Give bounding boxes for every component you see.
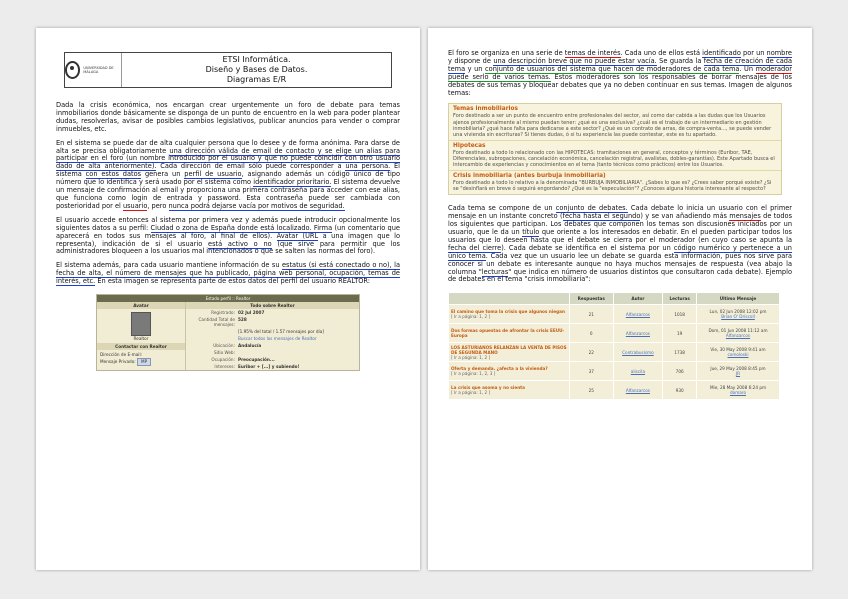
author-link[interactable]: Contrabusismo (622, 349, 654, 355)
column-header: Último Mensaje (697, 293, 780, 305)
replies-count: 22 (570, 343, 614, 362)
field-value: Andalucía (238, 343, 262, 349)
text: ) y se van añadiendo más (640, 212, 730, 221)
profile-header: Estado perfil :: Realtor (97, 295, 359, 302)
debate-title[interactable]: LOS ASTURIANOS RELANZAN LA VENTA DE PISOS DE SEGUNDA MANO (451, 344, 567, 355)
topic-item (449, 171, 781, 194)
document-page-left (36, 28, 420, 570)
column-header: Lecturas (663, 293, 697, 305)
text: . Un (739, 64, 756, 73)
page-links[interactable]: [ Ir a página: 1, 2 ] (451, 354, 491, 360)
reads-count: 706 (663, 362, 697, 381)
email-label: Dirección de E-mail: (100, 352, 143, 358)
reads-count: 1738 (663, 343, 697, 362)
text: (que sirve para permitir que los administradores bloqueen a los usuarios mal intencionados o que se salten las normas del foro). (56, 239, 400, 256)
search-posts-link[interactable]: Buscar todos los mensajes de Realtor (238, 336, 317, 342)
reads-count: 19 (663, 324, 697, 343)
text: , asignando además un código único de tipo número que lo identifica y será usado por el sistema como (56, 170, 401, 187)
page-links[interactable]: [ Ir a página: 1, 2 ] (451, 390, 491, 396)
underlined-text: mensajes (729, 212, 761, 221)
column-header: Autor (613, 293, 663, 305)
topic-title[interactable]: Temas inmobiliarios (453, 106, 518, 113)
paragraph-optional-data (56, 217, 400, 257)
underlined-text: Ciudad o zona de España donde está localizado. Firma (150, 223, 333, 232)
title-line-3: Diagramas E/R (226, 75, 287, 84)
underlined-text: usuario (122, 201, 148, 210)
column-header: Respuestas (570, 293, 614, 305)
field-value: Preocupación... (238, 357, 275, 363)
underlined-text: conjunto de debates. (555, 204, 628, 213)
underlined-text: puede serlo de varios temas. (448, 72, 551, 81)
text: El sistema (56, 162, 400, 179)
text: Estos moderadores son los responsables de borrar mensajes de los debates de sus temas y bloquear debates que ya no deben continuar en sus temas. Imagen de algunos temas: (448, 72, 792, 97)
last-message-author[interactable]: Brian O' Driscoll (721, 314, 755, 320)
page-header (64, 52, 392, 88)
underlined-text: conjunto de usuarios del sistema que hacen de moderadores de cada tema (485, 64, 740, 73)
field-label: Ubicación: (213, 343, 235, 349)
reads-count: 1018 (663, 305, 697, 324)
underlined-text: identificador prioritario. (253, 178, 332, 187)
replies-count: 21 (570, 305, 614, 324)
title-line-1: ETSI Informática. (222, 55, 291, 64)
author-link[interactable]: Alfanzarcos (625, 311, 650, 317)
last-message-author[interactable]: JR (735, 371, 741, 377)
underlined-text: estatus (281, 261, 307, 270)
last-message-author[interactable]: Alfanzarcos (725, 333, 751, 339)
underlined-text: código numérico y pertenece a un único tema (448, 243, 792, 260)
last-message-date: Dom, 01 Jun 2008 11:12 am (708, 328, 768, 334)
underlined-text: fecha de creación de cada tema (448, 56, 793, 73)
reads-count: 930 (663, 381, 697, 400)
last-message-date: Jue, 29 May 2008 8:45 pm (710, 366, 766, 372)
field-label: Registrado: (211, 310, 235, 316)
underlined-text: perfil de usuario (184, 170, 242, 179)
topics-screenshot (448, 103, 782, 195)
text: El usuario accede entonces al sistema por primera vez y además puede introducir opcionalmente los siguientes datos a su perfil: (56, 215, 400, 232)
author-link[interactable]: aliscila (630, 368, 646, 374)
underlined-text: fecha del cierre (448, 243, 502, 252)
text: y dispone de (448, 56, 494, 65)
paragraph-intro: Dada la crisis económica, nos encargan crear urgentemente un foro de debate para temas inmobiliarios donde básicamente se disponga de un punto de encuentro en la web para poder plantear dudas, resolverlas, avisar de posibles cambios legislativos, publicar anuncios para vender o comprar inmuebles, etc. (56, 101, 400, 133)
underlined-text: nombre (766, 49, 792, 57)
text: . Cada uno de ellos está (620, 49, 703, 57)
debate-title[interactable]: La crisis que asoma y no sienta (451, 385, 526, 391)
debates-table (448, 292, 780, 400)
private-message-button[interactable]: MP (137, 358, 151, 366)
underlined-text: está activo o no (208, 239, 272, 248)
text: . Cada vez que un usuario lee un debate se guarda esta información, pues nos sirve para conocer si un debate es interesante aunque no haya muchos mensajes de respuesta (vea abajo la columna " (448, 251, 792, 276)
paragraph-debates (448, 205, 792, 284)
realtor-profile-screenshot (96, 294, 360, 371)
text: El sistema devuelve un mensaje de confirmación al email y proporciona una primera contraseña para acceder con ese alias, que funciona como login de entrada y password. Esta contraseña puede ser cambiada con posterioridad por el (56, 178, 400, 210)
underlined-text: lecturas (481, 267, 509, 276)
field-label: Ocupación: (211, 357, 235, 363)
university-logo (65, 53, 122, 87)
field-label: Intereses: (214, 364, 235, 370)
replies-count: 37 (570, 362, 614, 381)
last-message-author[interactable]: domaro (729, 390, 747, 396)
table-row (449, 381, 780, 400)
topic-description: Foro destinado a ser un punto de encuentro entre profesionales del sector, así como dar cabida a las dudas que los Usuarios ajenos profesionalmente al mismo puedan tener: ¿qué es una exclusiva? ¿cuál es el trabajo de un intermediario en gestión inmobiliaria? ¿qué hace falta para dedicarse a este sector? ¿Qué es un contrato de arras, de compra-venta..., se puede vender una vivienda sin escrituras? Si tienes dudas, ó si tu experiencia las puede contestar, este es tu apartado. (453, 113, 772, 138)
topic-item (449, 141, 781, 171)
field-label: Sitio Web: (213, 350, 235, 356)
underlined-text: título (522, 228, 540, 236)
text: a una imagen que lo representa), indicación de si el usuario (56, 231, 400, 248)
pm-label: Mensaje Privado: (100, 359, 136, 365)
underlined-text: nunca podrá dejarse vacía por motivos de seguridad. (168, 201, 345, 210)
table-row (449, 324, 780, 343)
underlined-text: identificado (702, 49, 741, 57)
contact-heading: Contactar con Realtor (97, 343, 185, 350)
text: Cada tema se compone de un (448, 204, 556, 213)
debate-title[interactable]: Oferta y demanda. ¿afecta a la vivienda? (451, 366, 548, 372)
field-value: [1.95% del total / 1.57 mensajes por día] (238, 329, 324, 335)
underlined-text: con estos datos (85, 170, 142, 179)
last-message-date: Mie, 28 May 2008 6:24 pm (709, 385, 767, 391)
topic-item (449, 104, 781, 140)
text: (un comentario que aparecerá en todos sus mensajes al foro, al final de ellos). (56, 223, 400, 240)
topic-description: Foro destinado a todo lo relacionado con las HIPOTECAS: tramitaciones en general, conceptos y términos (Euribor, TAE, Diferenciales, subrogaciones, cancelación económica, cancelación registral, avalistas, dobles-garantías). Este Apartado busca el intercambio de experiencias y conocimientos en el tema (tanto técnicos como prácticos) entre los Usuarios. (453, 149, 775, 168)
title-line-2: Diseño y Bases de Datos. (205, 65, 308, 74)
text: de todos los siguientes que participan. Los debates que componen los temas son discusiones iniciados por un usuario, que le da un (448, 212, 793, 236)
field-value: 528 (238, 317, 247, 323)
text: genera un (141, 170, 185, 179)
last-message-date: Lun, 02 Jun 2008 12:02 pm (709, 309, 767, 315)
text: El sistema además, para cada usuario mantiene información de su (56, 261, 282, 270)
last-message-date: Vie, 30 May 2008 9:41 am (710, 347, 766, 353)
author-link[interactable]: Alfanzarcos (625, 330, 650, 336)
topic-title[interactable]: Hipotecas (453, 142, 486, 149)
field-label: Cantidad Total de mensajes: (198, 317, 235, 328)
replies-count: 25 (570, 381, 614, 400)
field-value: Euribor + [...] y subiendo! (238, 364, 300, 370)
field-value (238, 350, 356, 355)
paragraph-registration (56, 140, 400, 211)
text: El foro se organiza en una serie de (448, 49, 565, 57)
page-title (122, 55, 391, 85)
replies-count: 0 (570, 324, 614, 343)
text: por un (740, 49, 767, 57)
underlined-text: moderador (755, 64, 792, 73)
underlined-text: una descripción breve que no puede estar vacía. (493, 56, 657, 65)
text: Se guarda la (656, 56, 704, 65)
last-message-author[interactable]: comoloski (727, 352, 749, 358)
table-row (449, 362, 780, 381)
text: En esta imagen se representa parte de estos datos del perfil del usuario REALTOR: (95, 277, 371, 286)
text: , pero (147, 201, 169, 210)
column-header (449, 293, 570, 305)
debate-title[interactable]: Dos formas opuestas de afrontar la crisis EEUU-Europa (451, 328, 565, 339)
text: ). Cada debate se identifica en el sistema por un (501, 243, 674, 252)
avatar (131, 312, 151, 336)
debate-title[interactable]: El camino que toma la crisis que algunos niegan (451, 309, 565, 315)
underlined-text: Avatar (URL (276, 231, 319, 240)
page-links[interactable]: [ Ir a página: 1, 2 ] (451, 314, 491, 320)
underlined-text: temas de interés (564, 49, 621, 57)
text: y un (465, 64, 486, 73)
document-page-right (428, 28, 812, 570)
text: " que indica en número de usuarios distintos que consultaron cada debate). Ejemplo de debates en el tema "crisis inmobiliaria": (448, 267, 792, 284)
paragraph-status (56, 262, 400, 286)
underlined-text: una dirección válida de email de contacto y se elige un alias para participar en el foro (un nombre introducido por el usuario y que no puede coincidir con otro usuario dado de alta anteriormente). (56, 146, 400, 171)
text: Cada debate lo inicia un usuario con el primer mensaje en un instante concreto ( (448, 204, 793, 221)
info-heading: Todo sobre Realtor (186, 302, 359, 309)
paragraph-topics (448, 50, 792, 97)
author-link[interactable]: Alfanzarcos (625, 387, 650, 393)
logo-text: UNIVERSIDAD DE MÁLAGA (83, 66, 114, 74)
seal-icon (65, 61, 80, 79)
text: En el sistema se puede dar de alta cualquier persona que lo desee y de forma anónima. Para darse de alta se precisa obligatoriamente (56, 138, 400, 155)
underlined-text: fecha hasta el segundo (562, 212, 641, 221)
text: que oriente a los interesados en debatir. En el pueden participar todos los usuarios que lo deseen hasta que el debate se cierra por el moderador (en cuyo caso se apunta la (448, 228, 792, 244)
underlined-text: una persona. (345, 162, 391, 171)
underlined-text: (si está conectado o no), la fecha de alta, el número de mensajes que ha publicado, página web personal, ocupación, temas de interés, etc. (56, 261, 400, 286)
topic-title[interactable]: Crisis inmobiliaria (antes burbuja inmobiliaria) (453, 173, 606, 180)
avatar-caption: Realtor (133, 335, 149, 341)
topic-description: Foro destinado a todo lo relativo a la denominada "BURBUJA INMOBILIARIA". ¿Sabes lo que es? ¿Crees saber porqué existe? ¿Si se "desinflará en breve ó seguirá engordando? ¿Qué es la "especulación"? ¿Conoces alguna historia interesante al respecto? (453, 180, 772, 193)
table-row (449, 343, 780, 362)
table-row (449, 305, 780, 324)
page-links[interactable]: [ Ir a página: 1, 2, 3 ] (451, 371, 496, 377)
avatar-heading: Avatar (97, 302, 185, 309)
field-value: 02 Jul 2007 (238, 310, 265, 316)
text: Cada dirección de email sólo puede corresponder a (156, 162, 346, 171)
